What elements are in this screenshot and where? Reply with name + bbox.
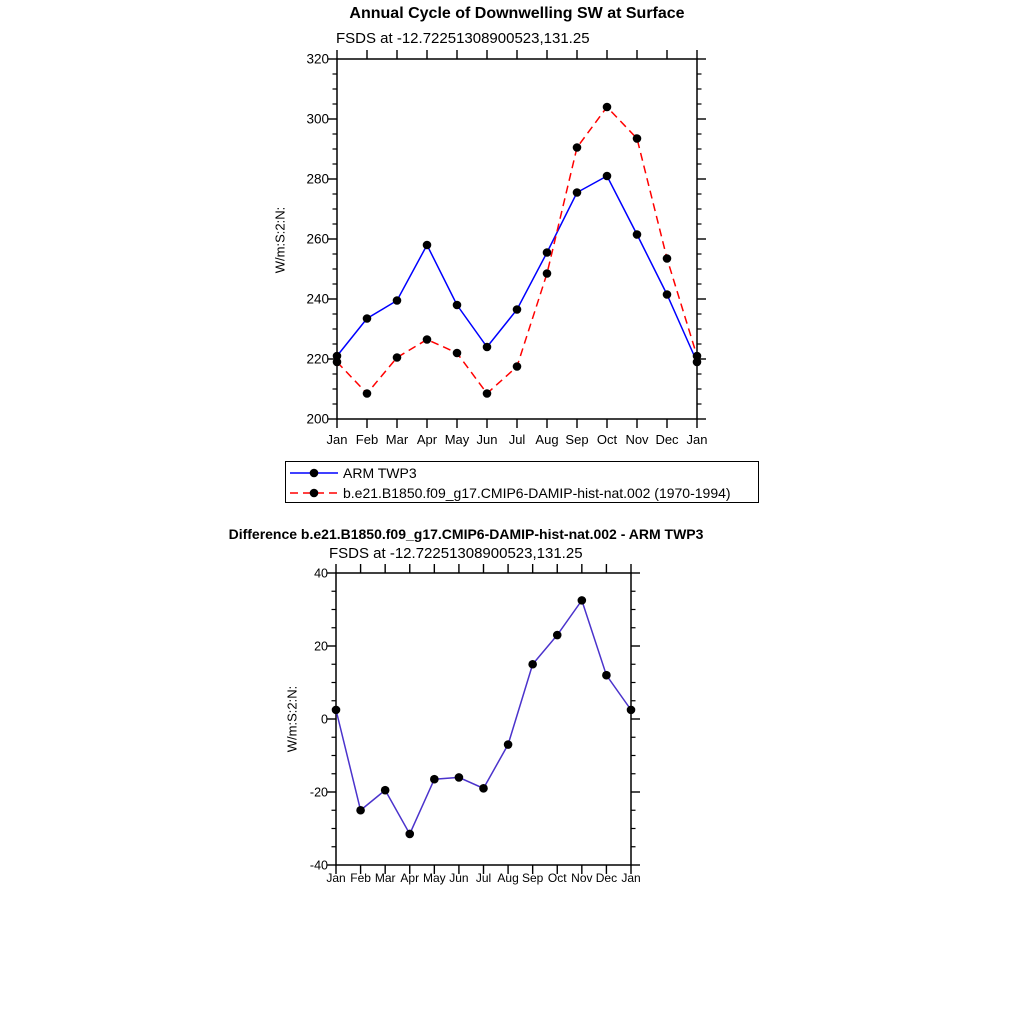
y-tick-label: 240 — [306, 291, 329, 307]
chart1-subtitle: FSDS at -12.72251308900523,131.25 — [336, 30, 590, 47]
data-point — [393, 353, 402, 362]
x-tick-label: Apr — [416, 432, 438, 447]
data-point — [602, 671, 611, 680]
series-line — [336, 600, 631, 834]
data-point — [513, 305, 522, 314]
x-tick-label: Mar — [385, 432, 409, 447]
data-point — [573, 143, 582, 152]
data-point — [363, 314, 372, 323]
legend — [285, 461, 759, 503]
y-tick-label: 320 — [306, 51, 329, 67]
data-point — [455, 773, 464, 782]
series-line — [337, 176, 697, 362]
chart2-title: Difference b.e21.B1850.f09_g17.CMIP6-DAMIP-hist-nat.002 - ARM TWP3 — [228, 526, 704, 542]
data-point — [483, 343, 492, 352]
data-point — [513, 362, 522, 371]
x-tick-label: Sep — [565, 432, 589, 447]
x-tick-label: Sep — [521, 871, 544, 885]
series-line — [337, 107, 697, 394]
x-tick-label: Nov — [571, 871, 593, 885]
data-point — [528, 660, 537, 669]
legend-entry-model — [286, 483, 758, 503]
data-point — [603, 172, 612, 181]
data-point — [603, 103, 612, 112]
x-tick-label: Aug — [497, 871, 519, 885]
data-point — [633, 230, 642, 239]
data-point — [332, 706, 341, 715]
legend-swatch-dashed-red-line-icon — [288, 483, 340, 503]
x-tick-label: Oct — [596, 432, 618, 447]
x-tick-label: Jan — [326, 871, 346, 885]
x-tick-label: Jul — [508, 432, 526, 447]
data-point — [693, 352, 702, 361]
data-point — [633, 134, 642, 143]
chart2-subtitle: FSDS at -12.72251308900523,131.25 — [329, 545, 583, 562]
x-tick-label: Nov — [625, 432, 649, 447]
data-point — [423, 241, 432, 250]
data-point — [483, 389, 492, 398]
y-tick-label: 220 — [306, 351, 329, 367]
y-tick-label: 300 — [306, 111, 329, 127]
x-tick-label: Jul — [475, 871, 492, 885]
data-point — [543, 269, 552, 278]
x-tick-label: Jan — [326, 432, 348, 447]
data-point — [663, 290, 672, 299]
x-tick-label: Jan — [621, 871, 641, 885]
data-point — [405, 830, 414, 839]
x-tick-label: Aug — [535, 432, 559, 447]
data-point — [479, 784, 488, 793]
legend-swatch-solid-blue-line-icon — [288, 463, 340, 483]
x-tick-label: Dec — [655, 432, 679, 447]
data-point — [363, 389, 372, 398]
data-point — [356, 806, 365, 815]
data-point — [553, 631, 562, 640]
y-tick-label: 280 — [306, 171, 329, 187]
data-point — [333, 358, 342, 367]
data-point — [663, 254, 672, 263]
x-tick-label: Oct — [547, 871, 567, 885]
data-point — [504, 740, 513, 749]
x-tick-label: Feb — [350, 871, 371, 885]
data-point — [543, 248, 552, 257]
y-tick-label: 200 — [306, 411, 329, 427]
x-tick-label: Jun — [449, 871, 469, 885]
x-tick-label: Dec — [595, 871, 618, 885]
data-point — [381, 786, 390, 795]
legend-entry-arm-twp3 — [286, 463, 758, 483]
chart2-y-axis-label: W/m:S:2:N: — [284, 685, 300, 753]
legend-label: ARM TWP3 — [343, 465, 417, 481]
data-point — [393, 296, 402, 305]
x-tick-label: May — [444, 432, 470, 447]
x-tick-label: Jun — [476, 432, 498, 447]
data-point — [430, 775, 439, 784]
data-point — [627, 706, 636, 715]
x-tick-label: Jan — [686, 432, 708, 447]
y-tick-label: 20 — [314, 639, 328, 654]
x-tick-label: Mar — [374, 871, 396, 885]
y-tick-label: 260 — [306, 231, 329, 247]
data-point — [423, 335, 432, 344]
x-tick-label: Feb — [355, 432, 379, 447]
chart1-title: Annual Cycle of Downwelling SW at Surface — [349, 5, 685, 22]
y-tick-label: 0 — [321, 712, 328, 727]
data-point — [453, 349, 462, 358]
chart1-y-axis-label: W/m:S:2:N: — [272, 206, 288, 274]
y-tick-label: -40 — [309, 858, 328, 873]
y-tick-label: 40 — [314, 566, 328, 581]
data-point — [578, 596, 587, 605]
legend-label: b.e21.B1850.f09_g17.CMIP6-DAMIP-hist-nat.002 (1970-1994) — [343, 485, 731, 501]
x-tick-label: May — [422, 871, 446, 885]
data-point — [573, 188, 582, 197]
y-tick-label: -20 — [309, 785, 328, 800]
x-tick-label: Apr — [400, 871, 420, 885]
data-point — [453, 301, 462, 310]
